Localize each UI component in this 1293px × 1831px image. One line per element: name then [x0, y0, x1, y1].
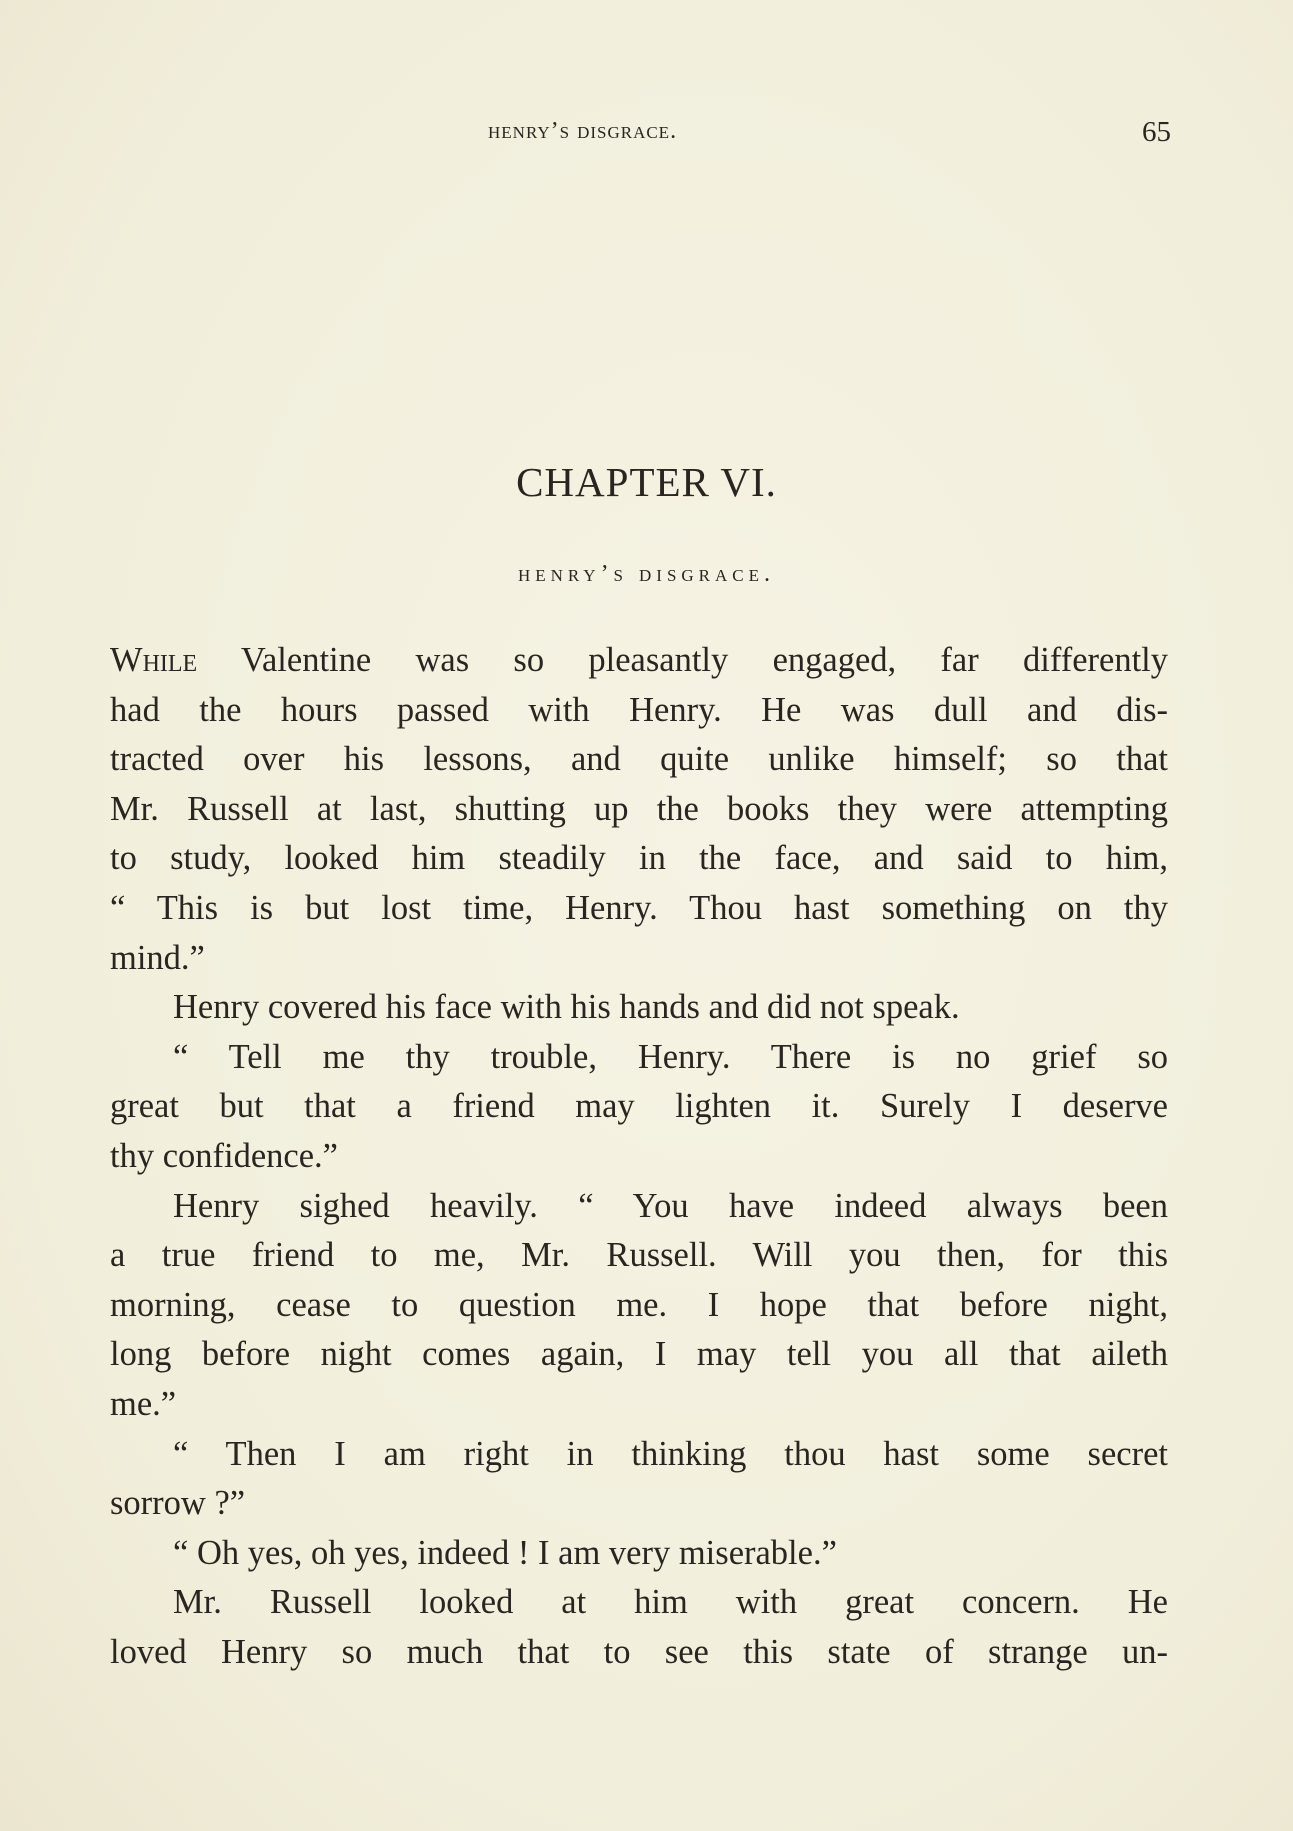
text-line: long before night comes again, I may tell you all that aileth: [110, 1335, 1168, 1374]
text-line: [110, 636, 1168, 686]
text-line: tracted over his lessons, and quite unlike himself; so that: [110, 740, 1168, 779]
running-head: henry’s disgrace.: [488, 118, 678, 144]
text-line: sorrow ?”: [110, 1484, 246, 1523]
text-line: loved Henry so much that to see this state of strange un-: [110, 1632, 1168, 1671]
text-line: “ Tell me thy trouble, Henry. There is no grief so: [173, 1037, 1168, 1076]
chapter-subtitle: henry’s disgrace.: [517, 561, 776, 587]
text-line: a true friend to me, Mr. Russell. Will you then, for this: [110, 1236, 1168, 1275]
text-line: great but that a friend may lighten it. Surely I deserve: [110, 1087, 1168, 1126]
text-line: morning, cease to question me. I hope that before night,: [110, 1285, 1168, 1324]
text-line: thy confidence.”: [110, 1136, 338, 1175]
text-line: Henry covered his face with his hands and did not speak.: [173, 988, 960, 1027]
chapter-title: CHAPTER VI.: [516, 459, 777, 505]
body-text: [110, 636, 1168, 1677]
text-line: mind.”: [110, 938, 205, 977]
text-line: Henry sighed heavily. “ You have indeed always been: [173, 1186, 1168, 1225]
text-line: me.”: [110, 1384, 177, 1423]
text-line: “ This is but lost time, Henry. Thou hast something on thy: [110, 888, 1168, 927]
text-line: “ Then I am right in thinking thou hast some secret: [173, 1434, 1168, 1473]
text-line: Mr. Russell at last, shutting up the books they were attempting: [110, 789, 1168, 828]
text-line-rest: Valentine was so pleasantly engaged, far differently: [197, 641, 1168, 679]
drop-word: While: [110, 641, 198, 679]
page-number: 65: [1142, 116, 1171, 148]
text-line: to study, looked him steadily in the face, and said to him,: [110, 839, 1168, 878]
text-line: Mr. Russell looked at him with great concern. He: [173, 1583, 1168, 1622]
text-line: “ Oh yes, oh yes, indeed ! I am very miserable.”: [173, 1533, 837, 1572]
text-line: had the hours passed with Henry. He was dull and dis-: [110, 690, 1168, 729]
